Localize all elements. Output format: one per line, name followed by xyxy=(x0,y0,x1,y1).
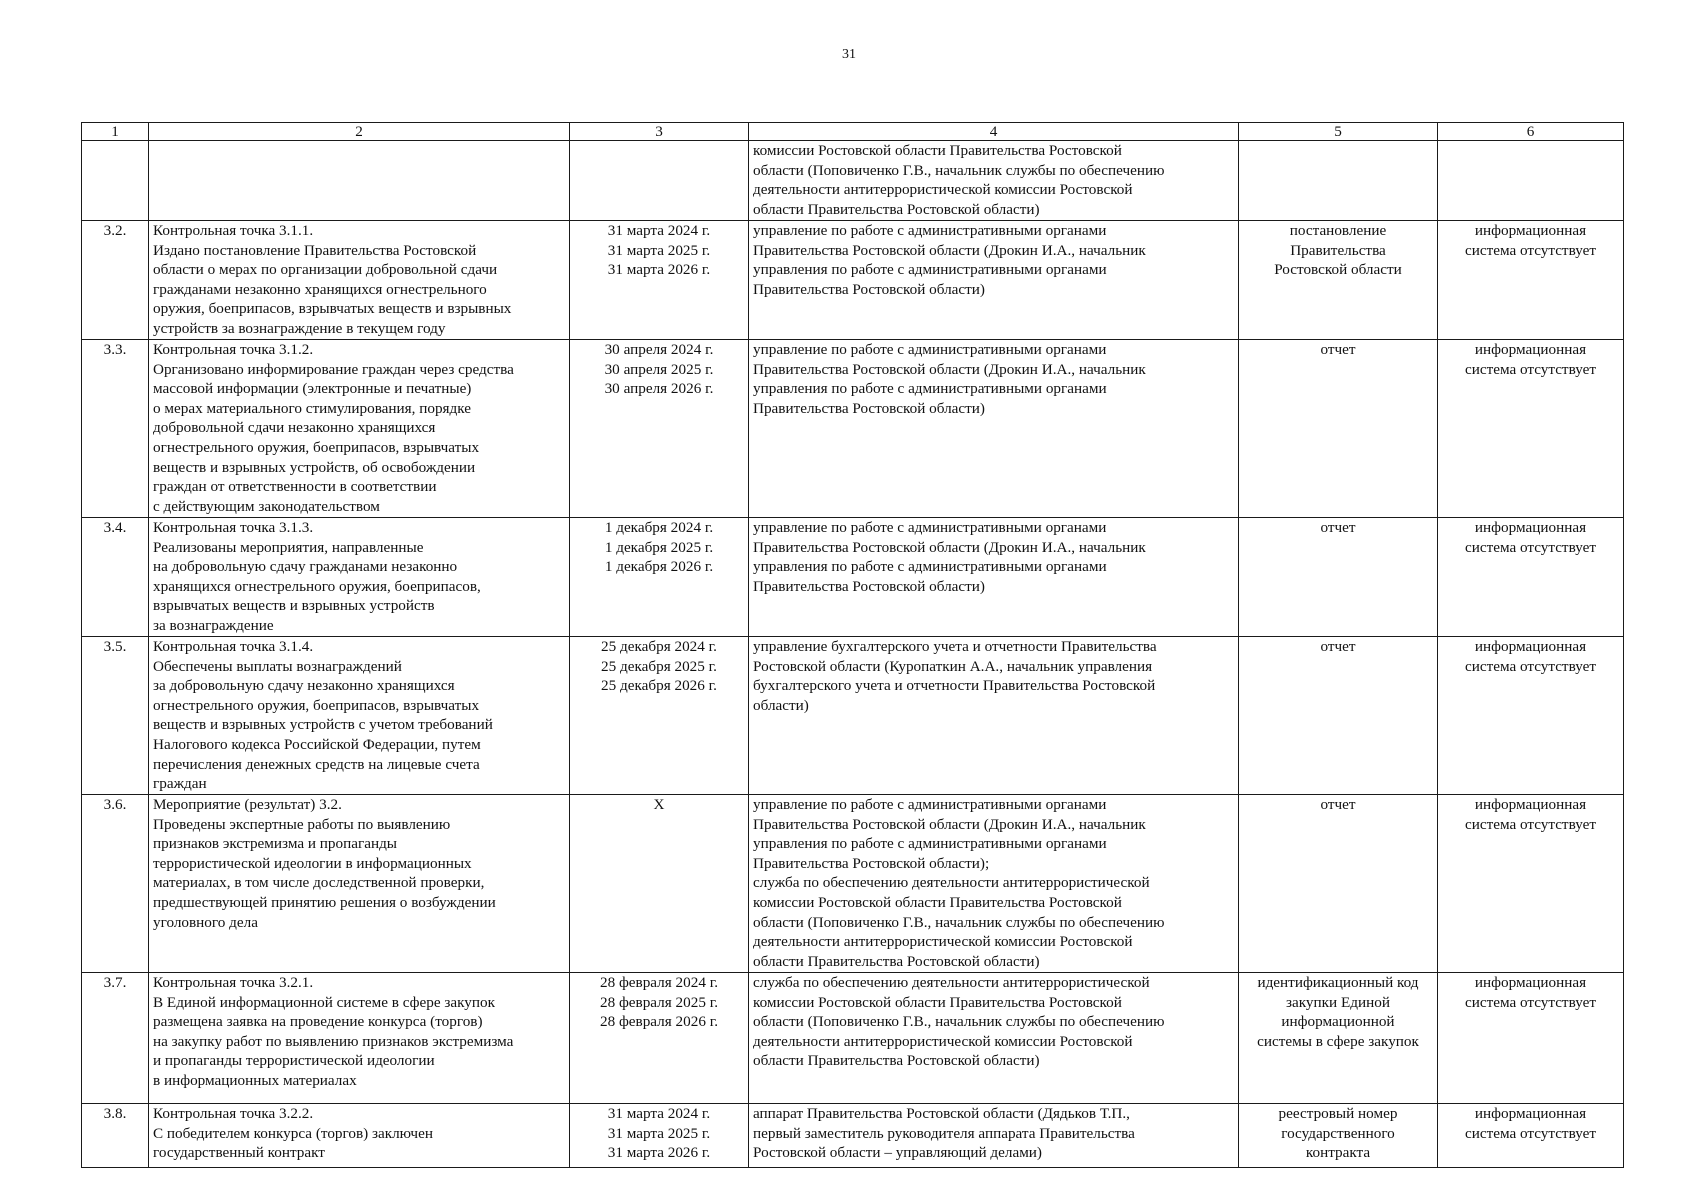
col-header-6: 6 xyxy=(1438,123,1624,141)
responsible-line: служба по обеспечению деятельности антитеррористической xyxy=(753,974,1150,991)
event-name-line: и пропаганды террористической идеологии xyxy=(153,1052,435,1070)
responsible-line: управления по работе с административными органами xyxy=(753,558,1107,576)
info-system-line: информационная xyxy=(1474,796,1587,813)
deadline-line: Х xyxy=(653,796,665,813)
responsible-line: Правительства Ростовской области (Дрокин И.А., начальник xyxy=(753,538,1146,556)
info-system-line: информационная xyxy=(1474,222,1587,239)
event-name-line: уголовного дела xyxy=(153,913,258,931)
deadline-cell xyxy=(570,973,749,1104)
result-document-line: отчет xyxy=(1320,341,1356,358)
deadline-cell xyxy=(570,795,749,973)
responsible-line: Ростовской области (Куропаткин А.А., начальник управления xyxy=(753,657,1153,675)
row-number-text: 3.4. xyxy=(103,519,127,536)
table-body xyxy=(82,141,1624,1168)
event-name-cell xyxy=(149,795,570,973)
responsible-line: области Правительства Ростовской области) xyxy=(753,1052,1040,1070)
deadline-line: 25 декабря 2025 г. xyxy=(601,657,717,675)
result-document-cell xyxy=(1239,141,1438,221)
info-system-cell xyxy=(1438,973,1624,1104)
info-system-line: система отсутствует xyxy=(1464,538,1596,556)
row-number-text: 3.3. xyxy=(103,341,127,358)
responsible-line: деятельности антитеррористической комиссии Ростовской xyxy=(753,181,1133,199)
info-system-cell xyxy=(1438,221,1624,340)
responsible-line: области (Поповиченко Г.В., начальник службы по обеспечению xyxy=(753,1013,1165,1031)
responsible-line: области) xyxy=(753,696,809,714)
event-name-line: Налогового кодекса Российской Федерации, путем xyxy=(153,735,481,753)
responsible-line: деятельности антитеррористической комиссии Ростовской xyxy=(753,1032,1133,1050)
result-document-line: контракта xyxy=(1305,1144,1371,1162)
result-document-line: реестровый номер xyxy=(1278,1105,1398,1122)
row-number-text: 3.8. xyxy=(103,1105,127,1122)
result-document-line: постановление xyxy=(1289,222,1387,239)
row-number-cell xyxy=(82,518,149,637)
header-row xyxy=(82,123,1624,141)
info-system-line: система отсутствует xyxy=(1464,360,1596,378)
deadline-line: 30 апреля 2025 г. xyxy=(604,360,714,378)
row-number-cell xyxy=(82,221,149,340)
deadline-line: 30 апреля 2026 г. xyxy=(604,380,714,398)
result-document-cell xyxy=(1239,221,1438,340)
deadline-cell xyxy=(570,637,749,795)
event-name-line: Проведены экспертные работы по выявлению xyxy=(153,815,451,833)
responsible-line: управление бухгалтерского учета и отчетности Правительства xyxy=(753,638,1157,655)
info-system-cell xyxy=(1438,795,1624,973)
table-row xyxy=(82,221,1624,340)
event-name-cell xyxy=(149,340,570,518)
deadline-cell xyxy=(570,221,749,340)
event-name-line: области о мерах по организации добровольной сдачи xyxy=(153,261,498,279)
row-number-cell xyxy=(82,637,149,795)
info-system-line: информационная xyxy=(1474,341,1587,358)
responsible-cell xyxy=(749,141,1239,221)
deadline-line: 25 декабря 2024 г. xyxy=(601,638,717,655)
col-header-1: 1 xyxy=(82,123,149,141)
row-number-cell xyxy=(82,141,149,221)
result-document-line: закупки Единой xyxy=(1286,993,1390,1011)
event-name-line: Контрольная точка 3.1.3. xyxy=(153,519,314,536)
info-system-line: информационная xyxy=(1474,974,1587,991)
responsible-line: служба по обеспечению деятельности антитеррористической xyxy=(753,874,1150,892)
info-system-cell xyxy=(1438,518,1624,637)
responsible-line: Правительства Ростовской области (Дрокин И.А., начальник xyxy=(753,360,1146,378)
event-name-cell xyxy=(149,221,570,340)
event-name-line: В Единой информационной системе в сфере закупок xyxy=(153,993,495,1011)
info-system-line: система отсутствует xyxy=(1464,993,1596,1011)
responsible-cell xyxy=(749,795,1239,973)
result-document-line: Правительства xyxy=(1290,241,1386,259)
responsible-line: Правительства Ростовской области); xyxy=(753,854,990,872)
event-name-line: граждан xyxy=(153,775,207,793)
deadline-line: 30 апреля 2024 г. xyxy=(604,341,714,358)
result-document-cell xyxy=(1239,795,1438,973)
event-name-line: массовой информации (электронные и печатные) xyxy=(153,380,472,398)
event-name-line: гражданами незаконно хранящихся огнестрельного xyxy=(153,280,487,298)
responsible-line: управления по работе с административными органами xyxy=(753,380,1107,398)
event-name-line: размещена заявка на проведение конкурса (торгов) xyxy=(153,1013,483,1031)
event-name-line: Контрольная точка 3.1.1. xyxy=(153,222,314,239)
event-name-line: огнестрельного оружия, боеприпасов, взрывчатых xyxy=(153,696,480,714)
event-name-line: на добровольную сдачу гражданами незаконно xyxy=(153,558,458,576)
deadline-line: 28 февраля 2026 г. xyxy=(599,1013,719,1031)
responsible-line: Правительства Ростовской области) xyxy=(753,577,985,595)
result-document-cell xyxy=(1239,637,1438,795)
col-header-5: 5 xyxy=(1239,123,1438,141)
event-name-line: на закупку работ по выявлению признаков экстремизма xyxy=(153,1032,514,1050)
info-system-line: система отсутствует xyxy=(1464,1124,1596,1142)
event-name-line: государственный контракт xyxy=(153,1144,325,1162)
event-name-line: добровольной сдачи незаконно хранящихся xyxy=(153,419,436,437)
page-number: 31 xyxy=(842,47,856,62)
responsible-line: Правительства Ростовской области (Дрокин И.А., начальник xyxy=(753,815,1146,833)
event-name-line: Реализованы мероприятия, направленные xyxy=(153,538,424,556)
info-system-cell xyxy=(1438,1104,1624,1168)
responsible-line: деятельности антитеррористической комиссии Ростовской xyxy=(753,933,1133,951)
event-name-line: за добровольную сдачу незаконно хранящихся xyxy=(153,677,455,695)
responsible-cell xyxy=(749,340,1239,518)
deadline-cell xyxy=(570,1104,749,1168)
result-document-line: отчет xyxy=(1320,519,1356,536)
result-document-line: отчет xyxy=(1320,638,1356,655)
responsible-cell xyxy=(749,1104,1239,1168)
event-name-line: о мерах материального стимулирования, порядке xyxy=(153,399,472,417)
event-name-cell xyxy=(149,518,570,637)
table-row xyxy=(82,973,1624,1104)
deadline-line: 28 февраля 2024 г. xyxy=(599,974,719,991)
event-name-line: взрывчатых веществ и взрывных устройств xyxy=(153,597,435,615)
event-name-line: оружия, боеприпасов, взрывчатых веществ и взрывных xyxy=(153,300,512,318)
responsible-cell xyxy=(749,637,1239,795)
info-system-line: информационная xyxy=(1474,519,1587,536)
info-system-line: информационная xyxy=(1474,638,1587,655)
info-system-line: система отсутствует xyxy=(1464,241,1596,259)
event-name-line: Издано постановление Правительства Ростовской xyxy=(153,241,477,259)
deadline-cell xyxy=(570,141,749,221)
col-header-3: 3 xyxy=(570,123,749,141)
event-name-line: граждан от ответственности в соответствии xyxy=(153,478,437,496)
responsible-line: комиссии Ростовской области Правительства Ростовской xyxy=(753,993,1122,1011)
table-row xyxy=(82,518,1624,637)
responsible-line: аппарат Правительства Ростовской области (Дядьков Т.П., xyxy=(753,1105,1130,1122)
event-name-line: С победителем конкурса (торгов) заключен xyxy=(153,1124,433,1142)
event-name-line: устройств за вознаграждение в текущем году xyxy=(153,319,446,337)
row-number-text: 3.2. xyxy=(103,222,127,239)
responsible-line: области (Поповиченко Г.В., начальник службы по обеспечению xyxy=(753,161,1165,179)
deadline-cell xyxy=(570,340,749,518)
result-document-line: системы в сфере закупок xyxy=(1257,1032,1419,1050)
info-system-line: информационная xyxy=(1474,1105,1587,1122)
deadline-line: 31 марта 2026 г. xyxy=(607,1144,711,1162)
event-name-line: материалах, в том числе доследственной проверки, xyxy=(153,874,485,892)
deadline-line: 31 марта 2024 г. xyxy=(607,222,711,239)
event-name-line: в информационных материалах xyxy=(153,1071,357,1089)
responsible-line: первый заместитель руководителя аппарата Правительства xyxy=(753,1124,1135,1142)
result-document-line: идентификационный код xyxy=(1257,974,1419,991)
col-header-4: 4 xyxy=(749,123,1239,141)
event-name-line: перечисления денежных средств на лицевые счета xyxy=(153,755,480,773)
event-name-line: признаков экстремизма и пропаганды xyxy=(153,835,398,853)
responsible-cell xyxy=(749,221,1239,340)
event-name-line: Контрольная точка 3.2.2. xyxy=(153,1105,314,1122)
deadline-cell xyxy=(570,518,749,637)
event-name-line: предшествующей принятию решения о возбуждении xyxy=(153,893,496,911)
event-name-line: Контрольная точка 3.1.4. xyxy=(153,638,314,655)
row-number-cell xyxy=(82,795,149,973)
table-row xyxy=(82,340,1624,518)
responsible-line: Правительства Ростовской области (Дрокин И.А., начальник xyxy=(753,241,1146,259)
event-name-line: веществ и взрывных устройств с учетом требований xyxy=(153,716,493,734)
plan-table xyxy=(81,122,1624,1168)
event-name-line: Организовано информирование граждан через средства xyxy=(153,360,514,378)
responsible-cell xyxy=(749,518,1239,637)
result-document-cell xyxy=(1239,518,1438,637)
event-name-line: с действующим законодательством xyxy=(153,497,380,515)
responsible-line: Ростовской области – управляющий делами) xyxy=(753,1144,1042,1162)
row-number-cell xyxy=(82,340,149,518)
table-row xyxy=(82,1104,1624,1168)
deadline-line: 31 марта 2026 г. xyxy=(607,261,711,279)
row-number-cell xyxy=(82,1104,149,1168)
result-document-line: информационной xyxy=(1281,1013,1395,1031)
result-document-cell xyxy=(1239,340,1438,518)
col-header-2: 2 xyxy=(149,123,570,141)
row-number-text: 3.7. xyxy=(103,974,127,991)
deadline-line: 31 марта 2025 г. xyxy=(607,241,711,259)
info-system-line: система отсутствует xyxy=(1464,657,1596,675)
responsible-line: области (Поповиченко Г.В., начальник службы по обеспечению xyxy=(753,913,1165,931)
event-name-line: Контрольная точка 3.2.1. xyxy=(153,974,314,991)
table-row xyxy=(82,637,1624,795)
deadline-line: 1 декабря 2024 г. xyxy=(604,519,714,536)
table-row xyxy=(82,141,1624,221)
event-name-cell xyxy=(149,973,570,1104)
responsible-line: Правительства Ростовской области) xyxy=(753,280,985,298)
result-document-line: государственного xyxy=(1281,1124,1395,1142)
result-document-line: отчет xyxy=(1320,796,1356,813)
responsible-line: управление по работе с административными органами xyxy=(753,796,1107,813)
event-name-line: Обеспечены выплаты вознаграждений xyxy=(153,657,402,675)
deadline-line: 25 декабря 2026 г. xyxy=(601,677,717,695)
responsible-line: управление по работе с административными органами xyxy=(753,519,1107,536)
deadline-line: 31 марта 2025 г. xyxy=(607,1124,711,1142)
deadline-line: 1 декабря 2026 г. xyxy=(604,558,714,576)
info-system-line: система отсутствует xyxy=(1464,815,1596,833)
row-number-cell xyxy=(82,973,149,1104)
responsible-line: области Правительства Ростовской области) xyxy=(753,200,1040,218)
result-document-line: Ростовской области xyxy=(1274,261,1402,279)
info-system-cell xyxy=(1438,141,1624,221)
event-name-line: за вознаграждение xyxy=(153,616,274,634)
responsible-line: комиссии Ростовской области Правительства Ростовской xyxy=(753,893,1122,911)
result-document-cell xyxy=(1239,973,1438,1104)
event-name-line: Контрольная точка 3.1.2. xyxy=(153,341,314,358)
responsible-line: управления по работе с административными органами xyxy=(753,261,1107,279)
row-number-text: 3.6. xyxy=(103,796,127,813)
responsible-line: бухгалтерского учета и отчетности Правительства Ростовской xyxy=(753,677,1156,695)
event-name-cell xyxy=(149,141,570,221)
event-name-cell xyxy=(149,637,570,795)
table-row xyxy=(82,795,1624,973)
event-name-line: Мероприятие (результат) 3.2. xyxy=(153,796,342,813)
deadline-line: 1 декабря 2025 г. xyxy=(604,538,714,556)
info-system-cell xyxy=(1438,340,1624,518)
responsible-line: Правительства Ростовской области) xyxy=(753,399,985,417)
responsible-line: области Правительства Ростовской области) xyxy=(753,952,1040,970)
responsible-line: управление по работе с административными органами xyxy=(753,341,1107,358)
responsible-line: управления по работе с административными органами xyxy=(753,835,1107,853)
event-name-line: террористической идеологии в информационных xyxy=(153,854,472,872)
event-name-cell xyxy=(149,1104,570,1168)
responsible-cell xyxy=(749,973,1239,1104)
event-name-line: огнестрельного оружия, боеприпасов, взрывчатых xyxy=(153,438,480,456)
deadline-line: 31 марта 2024 г. xyxy=(607,1105,711,1122)
deadline-line: 28 февраля 2025 г. xyxy=(599,993,719,1011)
result-document-cell xyxy=(1239,1104,1438,1168)
event-name-line: хранящихся огнестрельного оружия, боеприпасов, xyxy=(153,577,481,595)
event-name-line: веществ и взрывных устройств, об освобождении xyxy=(153,458,476,476)
info-system-cell xyxy=(1438,637,1624,795)
responsible-line: комиссии Ростовской области Правительства Ростовской xyxy=(753,142,1122,159)
row-number-text: 3.5. xyxy=(103,638,127,655)
responsible-line: управление по работе с административными органами xyxy=(753,222,1107,239)
